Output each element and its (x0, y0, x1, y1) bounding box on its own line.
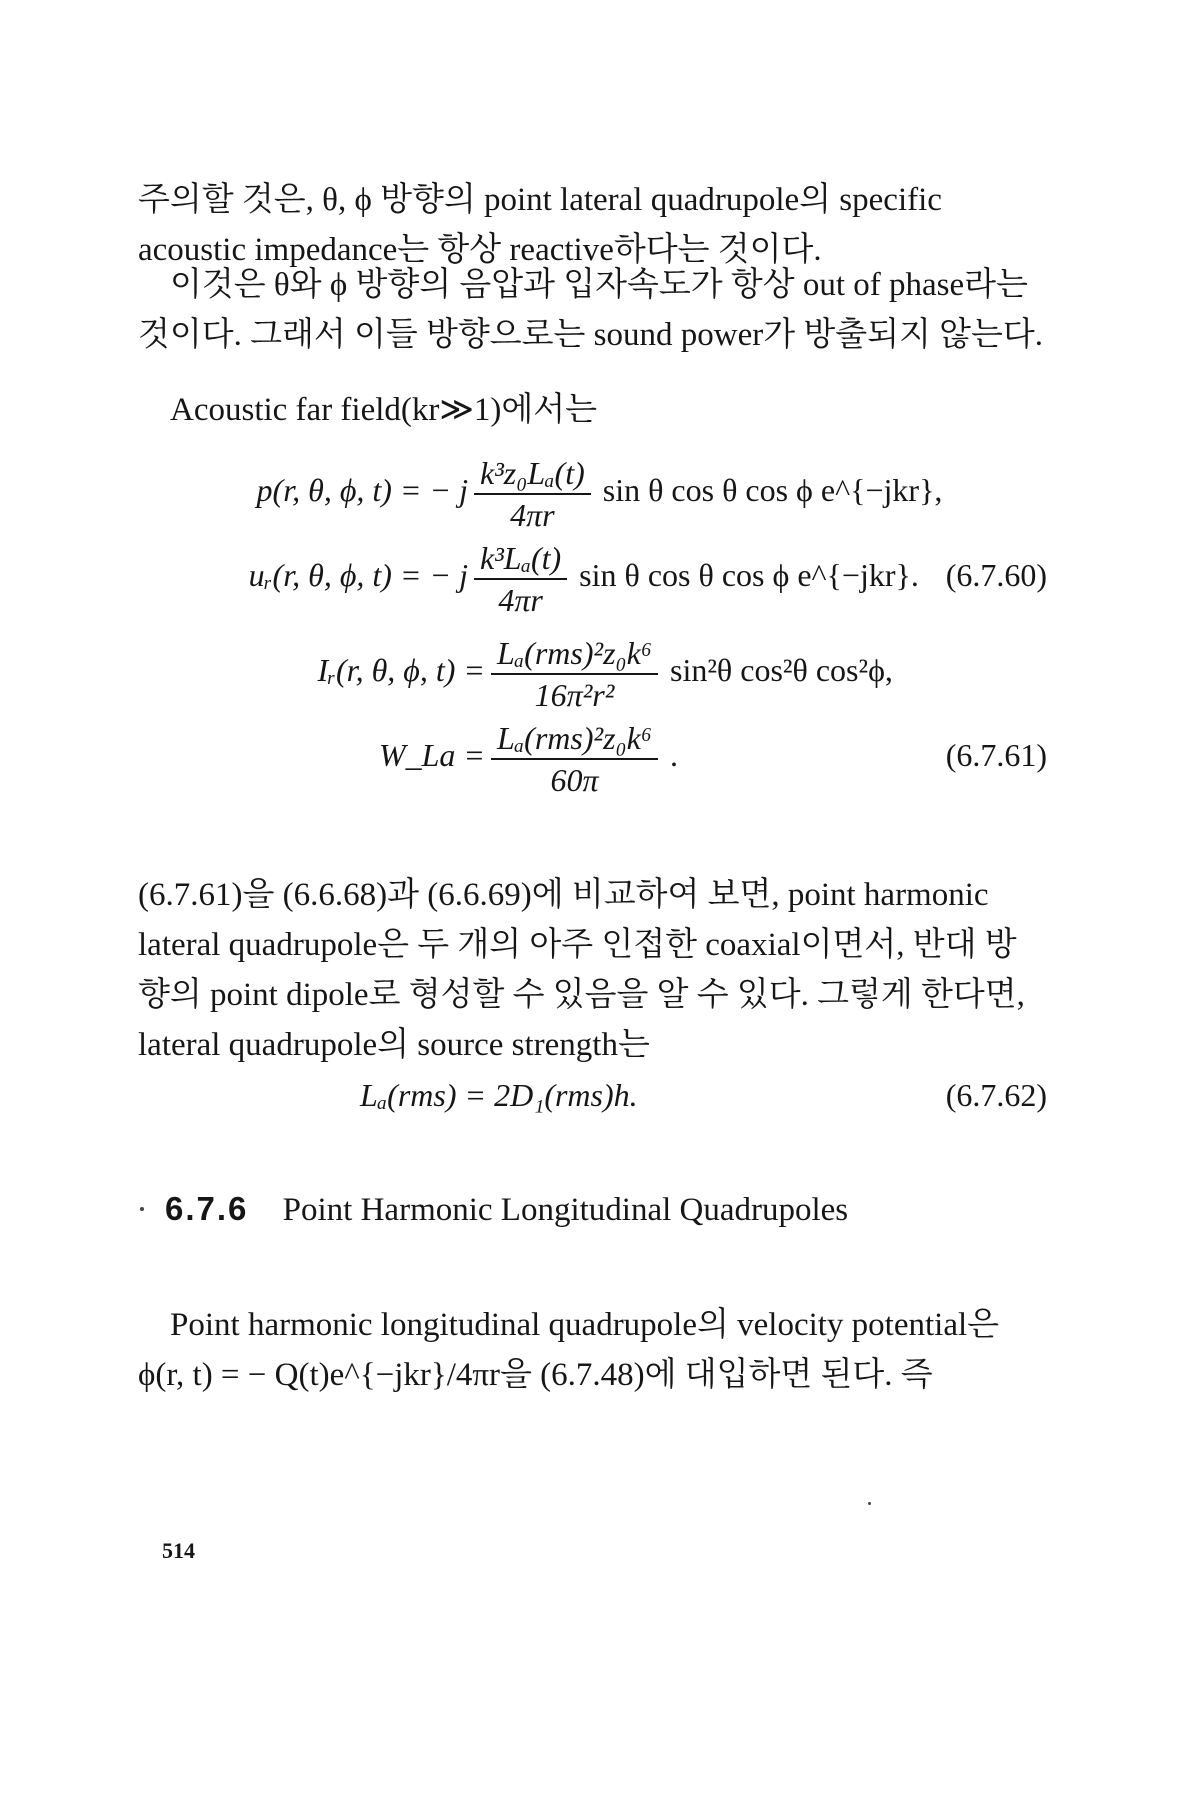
paragraph-2: 이것은 θ와 ϕ 방향의 음압과 입자속도가 항상 out of phase라는 것이다. 그래서 이들 방향으로는 sound power가 방출되지 않는다. (138, 267, 1043, 353)
fraction-numerator: Lₐ(rms)²z₀k⁶ (491, 633, 658, 675)
section-title: Point Harmonic Longitudinal Quadrupoles (282, 1192, 849, 1228)
fraction-denominator: 4πr (498, 581, 543, 618)
paragraph-4: (6.7.61)을 (6.6.68)과 (6.6.69)에 비교하여 보면, point harmonic lateral quadrupole은 두 개의 아주 인접한 coaxial이면서, 반대 방향의 point dipole로 형성할 수 있음을 알 수 있다. 그렇게 한다면, lateral quadrupole의 source strength는 (138, 877, 1025, 1063)
paragraph-3: Acoustic far field(kr≫1)에서는 (170, 392, 598, 428)
equation-fraction (474, 453, 591, 535)
equation-rhs: sin θ cos θ cos ϕ e^{−jkr}. (579, 557, 919, 593)
equation-number: (6.7.62) (945, 1077, 1047, 1113)
equation-rhs: sin²θ cos²θ cos²ϕ, (669, 652, 893, 688)
equation-2 (0, 535, 1200, 618)
equation-fraction (491, 633, 658, 715)
fraction-denominator: 16π²r² (534, 676, 615, 713)
margin-mark (140, 1207, 144, 1211)
equation-fraction (491, 718, 658, 800)
equation-fraction (474, 538, 567, 620)
page-number: 514 (162, 1538, 195, 1563)
equation-body: Lₐ(rms) = 2D₁(rms)h. (360, 1077, 638, 1113)
fraction-denominator: 60π (550, 761, 599, 798)
equation-lhs: W_La = (378, 737, 485, 773)
equation-4 (0, 715, 1200, 798)
equation-number: (6.7.61) (945, 737, 1047, 773)
fraction-numerator: k³Lₐ(t) (474, 538, 567, 580)
equation-3 (0, 630, 1200, 713)
equation-rhs: sin θ cos θ cos ϕ e^{−jkr}, (602, 472, 943, 508)
equation-lhs: p(r, θ, ϕ, t) = − j (256, 472, 468, 508)
equation-5 (0, 1065, 1200, 1125)
speck-mark (868, 1502, 871, 1505)
fraction-numerator: k³z₀Lₐ(t) (474, 453, 591, 495)
paragraph-5: Point harmonic longitudinal quadrupole의 velocity potential은 ϕ(r, t) = − Q(t)e^{−jkr}/4πr을 (6.7.48)에 대입하면 된다. 즉 (138, 1307, 1000, 1393)
equation-rhs: . (669, 737, 678, 773)
equation-1 (0, 450, 1200, 533)
fraction-numerator: Lₐ(rms)²z₀k⁶ (491, 718, 658, 760)
equation-lhs: uᵣ(r, θ, ϕ, t) = − j (248, 557, 468, 593)
equation-lhs: Iᵣ(r, θ, ϕ, t) = (317, 652, 485, 688)
section-number: 6.7.6 (165, 1190, 249, 1227)
section-heading (165, 1190, 848, 1229)
equation-number: (6.7.60) (945, 557, 1047, 593)
paragraph-1: 주의할 것은, θ, ϕ 방향의 point lateral quadrupole의 specific acoustic impedance는 항상 reactive하다는 것이다. (138, 182, 942, 268)
fraction-denominator: 4πr (510, 496, 555, 533)
